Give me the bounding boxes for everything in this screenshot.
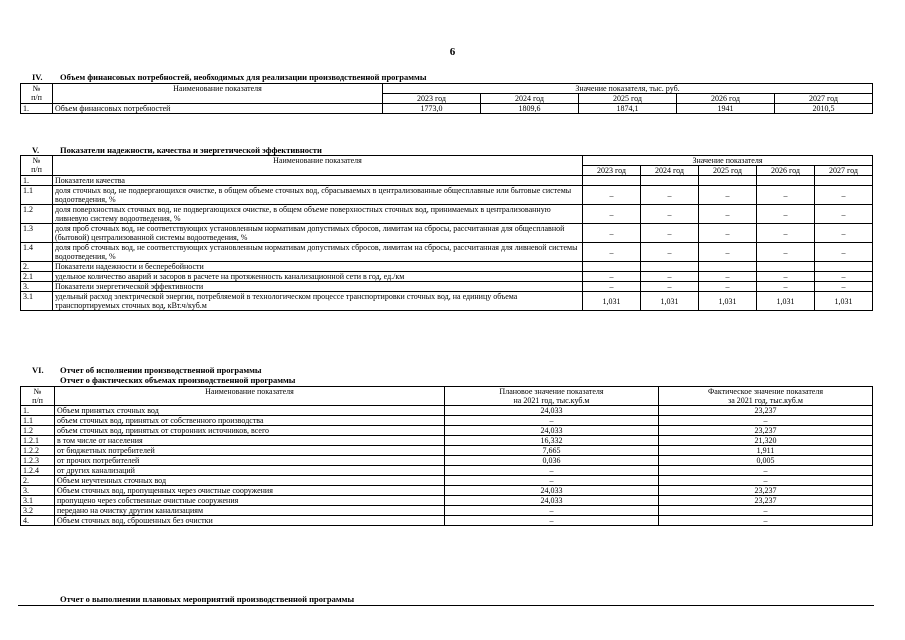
year-header: 2027 год xyxy=(775,94,873,104)
col-number-header: № п/п xyxy=(21,387,55,406)
value-cell: – xyxy=(757,205,815,224)
row-number: 1. xyxy=(21,104,53,114)
value-cell: 1,031 xyxy=(815,292,873,311)
year-header: 2024 год xyxy=(641,166,699,176)
row-name: передано на очистку другим канализациям xyxy=(55,506,445,516)
row-number: 1.2.3 xyxy=(21,456,55,466)
section-6-heading xyxy=(32,366,262,375)
row-name: Объем финансовых потребностей xyxy=(53,104,383,114)
table-row xyxy=(21,186,873,205)
fact-value: 23,237 xyxy=(659,406,873,416)
value-cell: – xyxy=(641,272,699,282)
col-value-header: Значение показателя, тыс. руб. xyxy=(383,84,873,94)
row-name: Объем принятых сточных вод xyxy=(55,406,445,416)
row-name: Объем неучтенных сточных вод xyxy=(55,476,445,486)
empty-cell xyxy=(815,176,873,186)
year-header: 2027 год xyxy=(815,166,873,176)
year-header: 2025 год xyxy=(579,94,677,104)
value-cell: – xyxy=(641,205,699,224)
row-name: доля проб сточных вод, не соответствующих установленным нормативам допустимых сбросов, лимитам на сбросы, рассчитанная для ливневой системы водоотведения, % xyxy=(53,243,583,262)
empty-cell xyxy=(583,176,641,186)
row-number: 1.2.1 xyxy=(21,436,55,446)
table-row xyxy=(21,446,873,456)
table-row xyxy=(21,466,873,476)
section-4-number: IV. xyxy=(32,72,43,82)
row-number: 1.4 xyxy=(21,243,53,262)
row-number: 3.2 xyxy=(21,506,55,516)
value-cell: – xyxy=(815,272,873,282)
financial-needs-table xyxy=(20,83,873,114)
col-plan-header: Плановое значение показателя на 2021 год, тыс.куб.м xyxy=(445,387,659,406)
row-name: от других канализаций xyxy=(55,466,445,476)
value-cell: – xyxy=(757,282,815,292)
row-name: в том числе от населения xyxy=(55,436,445,446)
row-name: доля проб сточных вод, не соответствующих установленным нормативам допустимых сбросов, лимитам на сбросы, рассчитанная для общесплавной (бытовой) централизованной системы водоотведения, % xyxy=(53,224,583,243)
col-number-header: № п/п xyxy=(21,156,53,176)
row-number: 2.1 xyxy=(21,272,53,282)
row-number: 3. xyxy=(21,282,53,292)
year-header: 2023 год xyxy=(383,94,481,104)
value-cell: 1773,0 xyxy=(383,104,481,114)
row-name: удельный расход электрической энергии, потребляемой в технологическом процессе транспортировки сточных вод, на единицу объема транспортируемых сточных вод, кВт.ч/куб.м xyxy=(53,292,583,311)
col-name-header: Наименование показателя xyxy=(55,387,445,406)
value-cell: 2010,5 xyxy=(775,104,873,114)
page-number: 6 xyxy=(449,46,456,58)
row-number: 2. xyxy=(21,476,55,486)
fact-value: 1,911 xyxy=(659,446,873,456)
table-row xyxy=(21,205,873,224)
row-name: доля сточных вод, не подвергающихся очистке, в общем объеме сточных вод, сбрасываемых в централизованные общесплавные или бытовые системы водоотведения, % xyxy=(53,186,583,205)
fact-value: – xyxy=(659,506,873,516)
fact-value: – xyxy=(659,466,873,476)
row-name: Показатели энергетической эффективности xyxy=(53,282,583,292)
empty-cell xyxy=(815,262,873,272)
value-cell: – xyxy=(757,272,815,282)
row-name: пропущено через собственные очистные сооружения xyxy=(55,496,445,506)
section-6-title: Отчет об исполнении производственной программы xyxy=(60,365,262,375)
value-cell: – xyxy=(583,272,641,282)
table-row xyxy=(21,416,873,426)
plan-measures-report-title: Отчет о выполнении плановых мероприятий производственной программы xyxy=(60,594,355,604)
value-cell: 1,031 xyxy=(757,292,815,311)
year-header: 2026 год xyxy=(757,166,815,176)
plan-value: 24,033 xyxy=(445,486,659,496)
value-cell: – xyxy=(699,282,757,292)
row-number: 1.2 xyxy=(21,205,53,224)
fact-value: – xyxy=(659,516,873,526)
empty-cell xyxy=(699,262,757,272)
row-number: 1. xyxy=(21,176,53,186)
row-name: от бюджетных потребителей xyxy=(55,446,445,456)
col-name-header: Наименование показателя xyxy=(53,84,383,104)
plan-value: 0,036 xyxy=(445,456,659,466)
divider xyxy=(18,605,874,606)
empty-cell xyxy=(699,176,757,186)
value-cell: 1,031 xyxy=(583,292,641,311)
row-number: 3. xyxy=(21,486,55,496)
plan-value: 16,332 xyxy=(445,436,659,446)
value-cell: – xyxy=(641,186,699,205)
row-number: 1.3 xyxy=(21,224,53,243)
table-row xyxy=(21,486,873,496)
row-number: 1.2.2 xyxy=(21,446,55,456)
year-header: 2023 год xyxy=(583,166,641,176)
value-cell: – xyxy=(641,243,699,262)
table-row xyxy=(21,426,873,436)
row-name: Объем сточных вод, сброшенных без очистки xyxy=(55,516,445,526)
value-cell: – xyxy=(583,224,641,243)
fact-value: 0,005 xyxy=(659,456,873,466)
row-number: 1.2.4 xyxy=(21,466,55,476)
fact-value: 23,237 xyxy=(659,486,873,496)
value-cell: – xyxy=(757,224,815,243)
row-name: Показатели качества xyxy=(53,176,583,186)
plan-value: – xyxy=(445,466,659,476)
table-row xyxy=(21,262,873,272)
value-cell: – xyxy=(815,224,873,243)
row-name: Показатели надежности и бесперебойности xyxy=(53,262,583,272)
section-6-subtitle: Отчет о фактических объемах производственной программы xyxy=(60,375,296,385)
table-row xyxy=(21,516,873,526)
section-5-heading xyxy=(32,146,322,155)
value-cell: – xyxy=(583,205,641,224)
col-number-header: № п/п xyxy=(21,84,53,104)
table-row xyxy=(21,243,873,262)
section-6-number: VI. xyxy=(32,365,44,375)
empty-cell xyxy=(641,176,699,186)
value-cell: 1809,6 xyxy=(481,104,579,114)
row-number: 1.1 xyxy=(21,416,55,426)
row-name: доля поверхностных сточных вод, не подвергающихся очистке, в общем объеме поверхностных сточных вод, принимаемых в централизованную ливневую систему водоотведения, % xyxy=(53,205,583,224)
row-name: объем сточных вод, принятых от сторонних источников, всего xyxy=(55,426,445,436)
value-cell: – xyxy=(699,205,757,224)
value-cell: – xyxy=(815,282,873,292)
row-name: Объем сточных вод, пропущенных через очистные сооружения xyxy=(55,486,445,496)
empty-cell xyxy=(757,176,815,186)
table-row xyxy=(21,496,873,506)
table-row xyxy=(21,476,873,486)
col-name-header: Наименование показателя xyxy=(53,156,583,176)
value-cell: – xyxy=(641,224,699,243)
row-number: 4. xyxy=(21,516,55,526)
table-row xyxy=(21,436,873,446)
col-fact-header: Фактическое значение показателя за 2021 год, тыс.куб.м xyxy=(659,387,873,406)
value-cell: – xyxy=(583,243,641,262)
row-name: объем сточных вод, принятых от собственного производства xyxy=(55,416,445,426)
empty-cell xyxy=(757,262,815,272)
col-value-header: Значение показателя xyxy=(583,156,873,166)
row-number: 2. xyxy=(21,262,53,272)
fact-value: 21,320 xyxy=(659,436,873,446)
plan-value: – xyxy=(445,416,659,426)
empty-cell xyxy=(583,262,641,272)
row-name: от прочих потребителей xyxy=(55,456,445,466)
plan-value: 24,033 xyxy=(445,426,659,436)
row-number: 1.1 xyxy=(21,186,53,205)
table-row xyxy=(21,224,873,243)
row-number: 3.1 xyxy=(21,496,55,506)
table-row xyxy=(21,282,873,292)
empty-cell xyxy=(641,262,699,272)
section-4-heading xyxy=(32,73,426,82)
plan-value: – xyxy=(445,476,659,486)
plan-value: 24,033 xyxy=(445,406,659,416)
value-cell: – xyxy=(815,243,873,262)
value-cell: – xyxy=(641,282,699,292)
table-row xyxy=(21,456,873,466)
value-cell: 1941 xyxy=(677,104,775,114)
fact-value: 23,237 xyxy=(659,426,873,436)
value-cell: – xyxy=(699,272,757,282)
value-cell: 1,031 xyxy=(699,292,757,311)
actual-volumes-table xyxy=(20,386,873,526)
plan-value: – xyxy=(445,516,659,526)
value-cell: – xyxy=(583,186,641,205)
fact-value: – xyxy=(659,476,873,486)
table-row xyxy=(21,104,873,114)
row-name: удельное количество аварий и засоров в расчете на протяженность канализационной сети в год, ед./км xyxy=(53,272,583,282)
fact-value: – xyxy=(659,416,873,426)
plan-value: 7,665 xyxy=(445,446,659,456)
plan-value: – xyxy=(445,506,659,516)
section-5-title: Показатели надежности, качества и энергетической эффективности xyxy=(60,145,322,155)
value-cell: – xyxy=(815,205,873,224)
table-row xyxy=(21,176,873,186)
plan-value: 24,033 xyxy=(445,496,659,506)
value-cell: – xyxy=(699,186,757,205)
value-cell: – xyxy=(757,186,815,205)
table-row xyxy=(21,292,873,311)
reliability-indicators-table xyxy=(20,155,873,311)
value-cell: – xyxy=(757,243,815,262)
year-header: 2026 год xyxy=(677,94,775,104)
row-number: 1.2 xyxy=(21,426,55,436)
table-row xyxy=(21,406,873,416)
value-cell: – xyxy=(815,186,873,205)
section-4-title: Объем финансовых потребностей, необходимых для реализации производственной программы xyxy=(60,72,427,82)
section-5-number: V. xyxy=(32,145,40,155)
table-row xyxy=(21,506,873,516)
row-number: 3.1 xyxy=(21,292,53,311)
value-cell: – xyxy=(699,243,757,262)
row-number: 1. xyxy=(21,406,55,416)
value-cell: – xyxy=(583,282,641,292)
table-row xyxy=(21,272,873,282)
value-cell: 1,031 xyxy=(641,292,699,311)
year-header: 2024 год xyxy=(481,94,579,104)
fact-value: 23,237 xyxy=(659,496,873,506)
value-cell: 1874,1 xyxy=(579,104,677,114)
year-header: 2025 год xyxy=(699,166,757,176)
value-cell: – xyxy=(699,224,757,243)
